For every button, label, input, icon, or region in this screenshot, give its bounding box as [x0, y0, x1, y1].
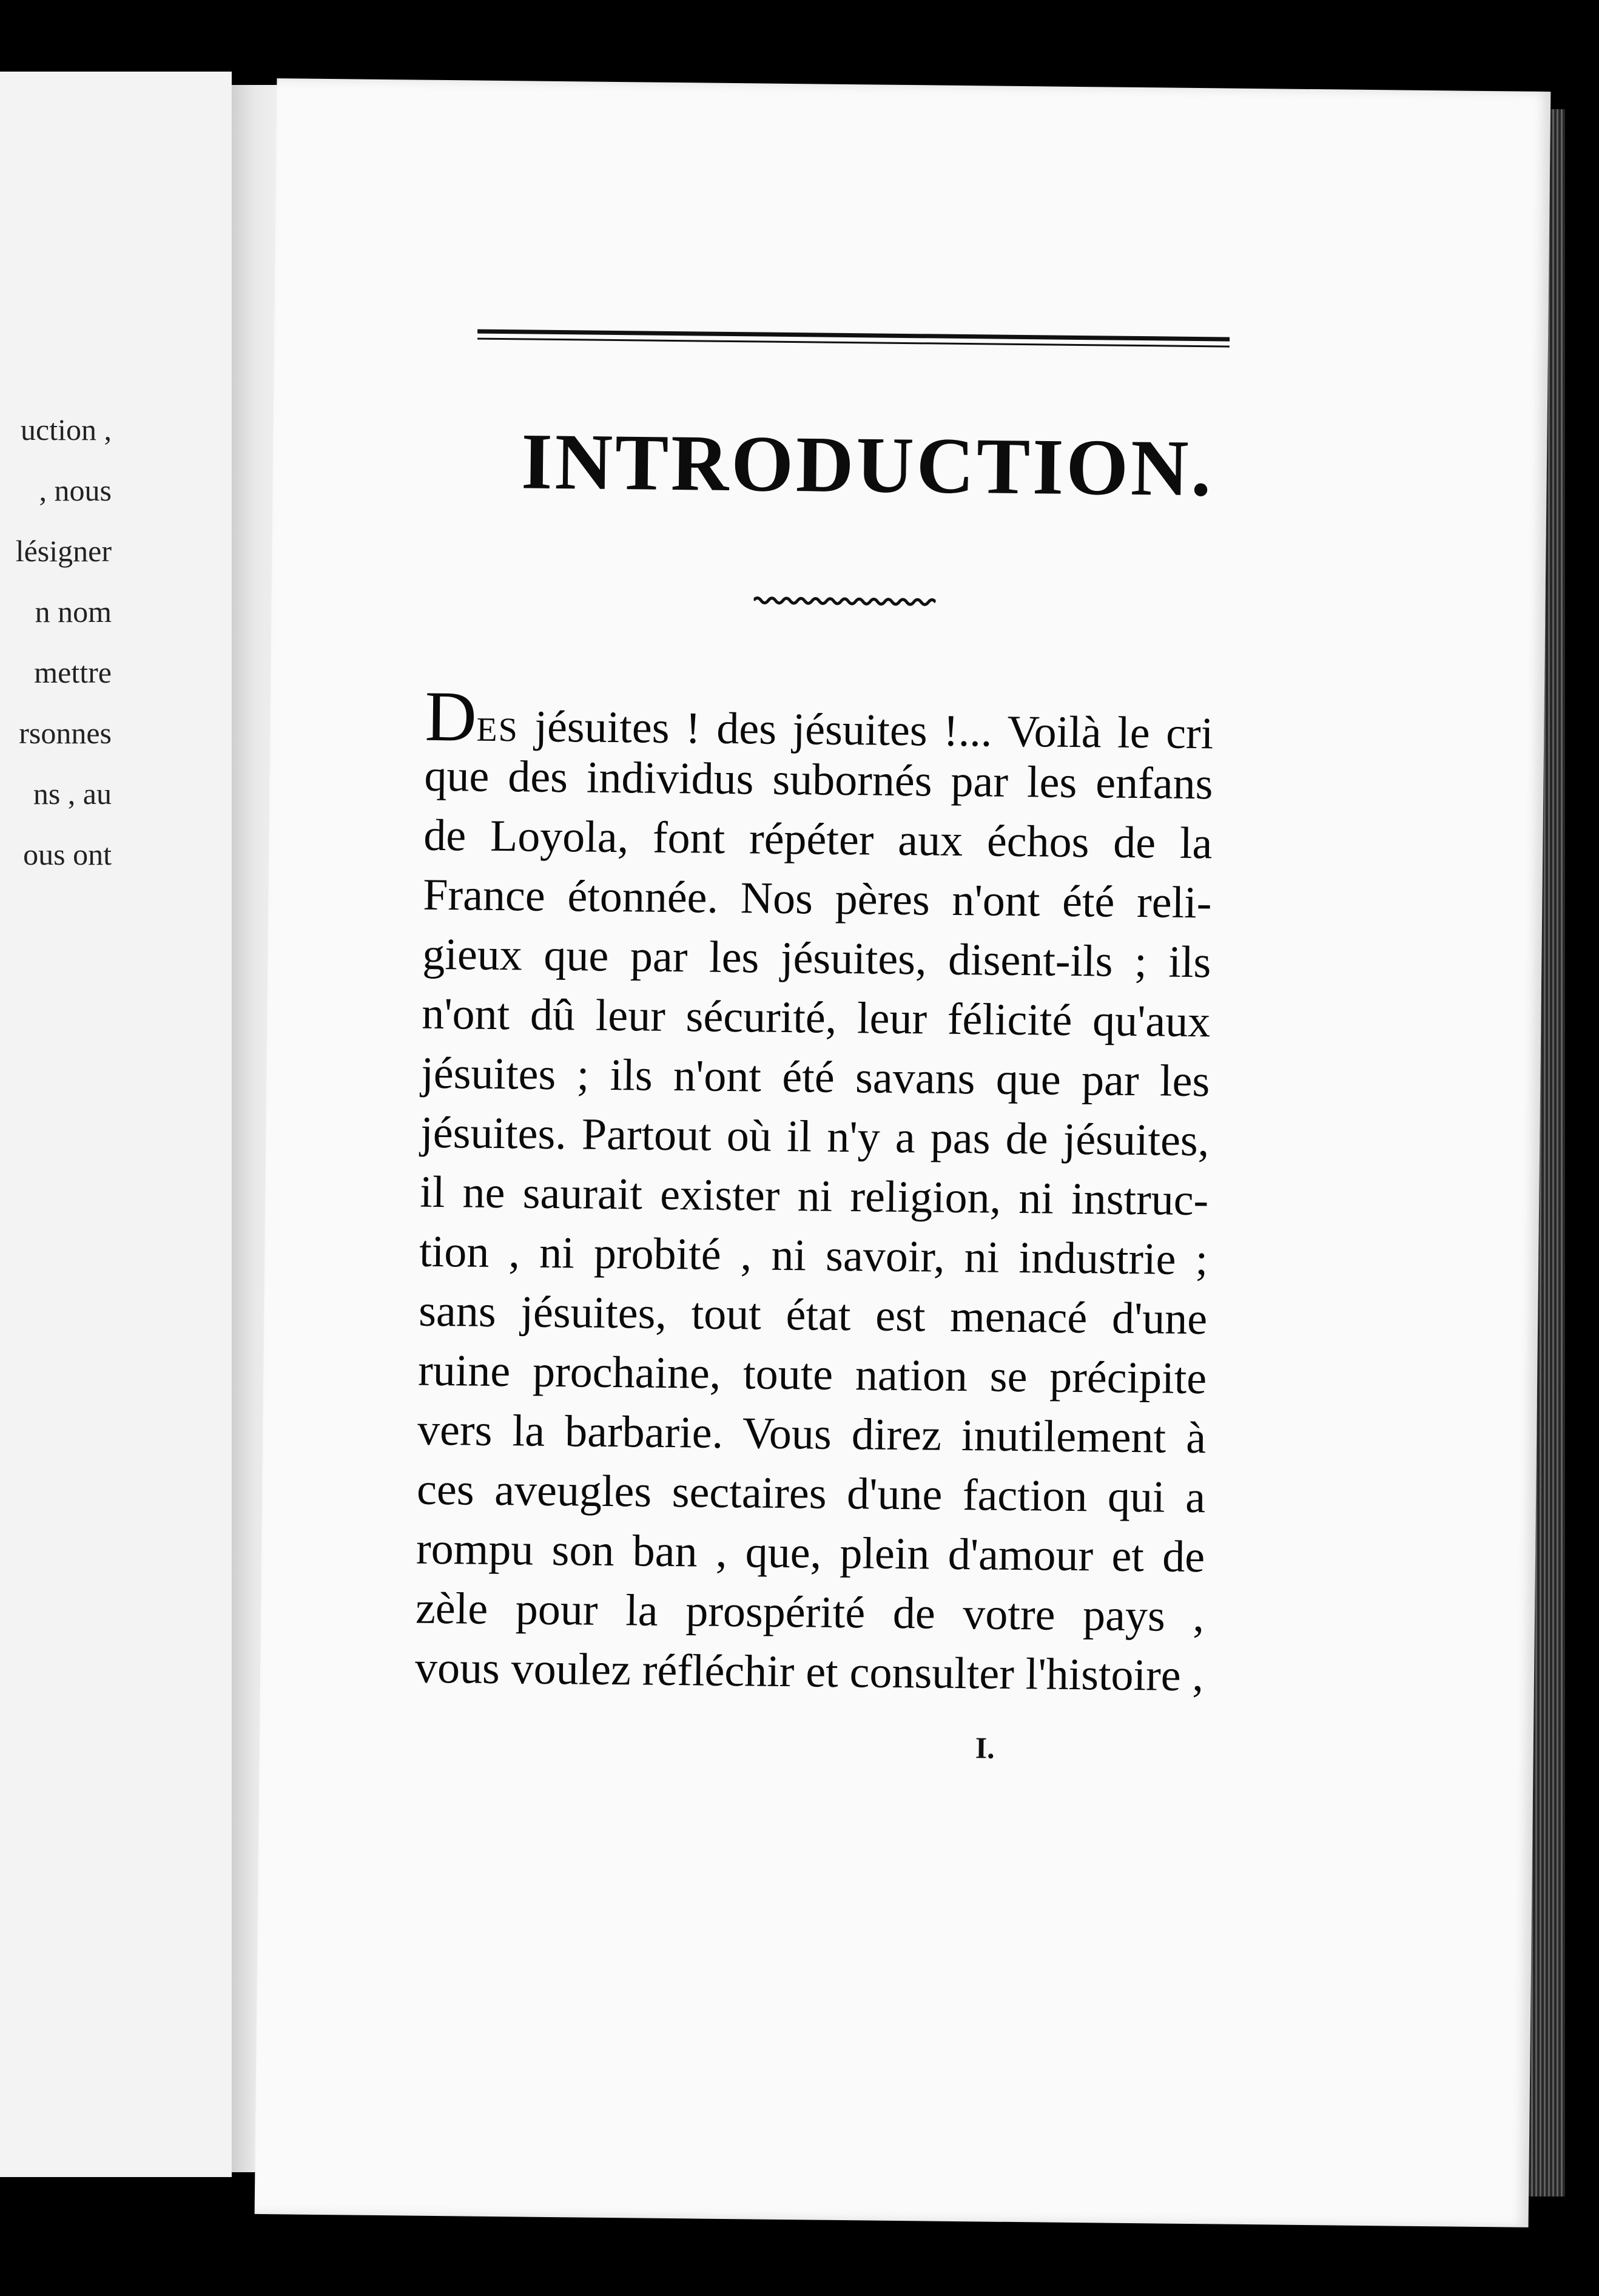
text-line: n'ont dû leur sécurité, leur félicité qu'aux [421, 988, 1211, 1047]
text-line: tion , ni probité , ni savoir, ni industrie ; [419, 1226, 1208, 1285]
left-line: rsonnes [19, 716, 112, 750]
right-page [255, 78, 1551, 2227]
double-rule [477, 329, 1230, 349]
text-line: France étonnée. Nos pères n'ont été reli- [422, 869, 1212, 928]
text-line: rompu son ban , que, plein d'amour et de [416, 1524, 1205, 1582]
left-line: uction , [21, 413, 112, 447]
wavy-ornament [753, 593, 935, 609]
text-line: vous voulez réfléchir et consulter l'histoire , [414, 1643, 1204, 1701]
text-line: vers la barbarie. Vous direz inutilement à [417, 1405, 1207, 1464]
text-line: zèle pour la prospérité de votre pays , [415, 1583, 1205, 1642]
left-line: ns , au [33, 777, 112, 811]
small-caps: ES [476, 711, 519, 749]
left-line: n nom [35, 595, 112, 629]
text-line-first [424, 676, 1214, 759]
left-line: lésigner [15, 534, 112, 568]
text-line: de Loyola, font répéter aux échos de la [423, 810, 1213, 869]
text-line: gieux que par les jésuites, disent-ils ; ils [422, 929, 1211, 988]
text-line: que des individus subornés par les enfans [424, 751, 1213, 809]
page-title: INTRODUCTION. [520, 416, 1214, 513]
first-line-rest: jésuites ! des jésuites !... Voilà le cri [518, 701, 1214, 759]
body-text [414, 676, 1214, 1706]
text-line: ces aveugles sectaires d'une faction qui a [416, 1464, 1206, 1523]
left-page-text [0, 399, 232, 885]
text-line: sans jésuites, tout état est menacé d'une [418, 1286, 1208, 1345]
text-line: ruine prochaine, toute nation se précipite [417, 1345, 1207, 1404]
drop-cap: D [424, 676, 477, 757]
left-line: , nous [39, 473, 112, 507]
signature-mark: I. [975, 1730, 995, 1765]
text-line: jésuites ; ils n'ont été savans que par les [420, 1048, 1210, 1107]
text-line: il ne saurait exister ni religion, ni instruc- [419, 1167, 1209, 1226]
left-line: mettre [34, 655, 112, 689]
left-facing-page [0, 72, 232, 2177]
left-line: ous ont [23, 837, 112, 871]
text-line: jésuites. Partout où il n'y a pas de jésuites, [420, 1107, 1210, 1166]
